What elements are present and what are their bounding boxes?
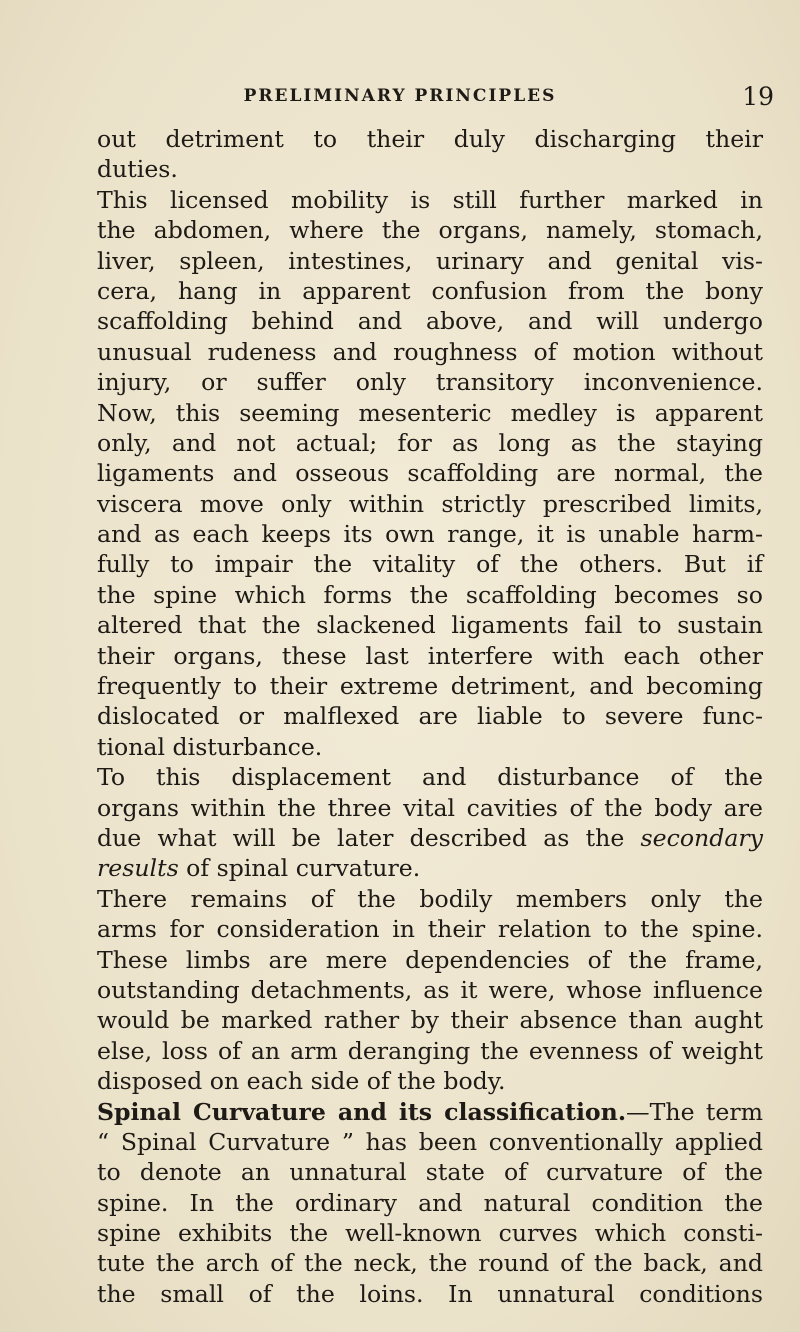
- text-line: the small of the loins. In unnatural conditions: [97, 1279, 763, 1308]
- text-line: [97, 853, 763, 883]
- text-line: tute the arch of the neck, the round of the back, and: [97, 1249, 763, 1278]
- text-line: liver, spleen, intestines, urinary and genital vis-: [97, 246, 763, 275]
- text-line: This licensed mobility is still further marked in: [97, 185, 763, 214]
- text-line: frequently to their extreme detriment, and becoming: [97, 672, 763, 701]
- text-line: “ Spinal Curvature ” has been conventionally applied: [97, 1127, 763, 1156]
- text-run: due what will be later described as the: [97, 823, 641, 852]
- text-line: unusual rudeness and roughness of motion without: [97, 337, 763, 366]
- text-line: altered that the slackened ligaments fail to sustain: [97, 611, 763, 640]
- page-number: 19: [742, 82, 774, 111]
- text-line: To this displacement and disturbance of the: [97, 763, 763, 792]
- text-line: arms for consideration in their relation to the spine.: [97, 915, 763, 944]
- text-line: injury, or suffer only transitory inconvenience.: [97, 368, 763, 397]
- text-line: tional disturbance.: [97, 732, 323, 761]
- text-run: —The term: [626, 1097, 763, 1126]
- text-line: ligaments and osseous scaffolding are normal, the: [97, 459, 763, 488]
- text-line: out detriment to their duly discharging their: [97, 125, 763, 153]
- running-head: PRELIMINARY PRINCIPLES: [243, 86, 557, 106]
- text-line: [97, 1097, 763, 1127]
- text-line: spine. In the ordinary and natural condition the: [97, 1188, 763, 1217]
- text-line: the spine which forms the scaffolding becomes so: [97, 580, 763, 609]
- section-heading: Spinal Curvature and its classification.: [97, 1097, 627, 1126]
- text-line: their organs, these last interfere with each other: [97, 641, 763, 670]
- text-line: [97, 823, 763, 853]
- text-line: There remains of the bodily members only the: [97, 884, 763, 913]
- text-line: and as each keeps its own range, it is unable harm-: [97, 520, 763, 549]
- text-line: dislocated or malflexed are liable to severe func-: [97, 702, 763, 731]
- text-line: Now, this seeming mesenteric medley is apparent: [97, 398, 763, 427]
- text-line: These limbs are mere dependencies of the frame,: [97, 945, 763, 974]
- text-line: cera, hang in apparent confusion from the bony: [97, 276, 763, 305]
- text-line: scaffolding behind and above, and will undergo: [97, 307, 763, 336]
- body-text: [97, 124, 763, 1309]
- text-line: fully to impair the vitality of the others. But if: [97, 550, 763, 579]
- text-line: organs within the three vital cavities of the body are: [97, 793, 763, 822]
- page-header: [0, 82, 800, 116]
- text-line: viscera move only within strictly prescribed limits,: [97, 489, 763, 518]
- text-line: would be marked rather by their absence than aught: [97, 1006, 763, 1035]
- text-run: of spinal curvature.: [178, 854, 421, 883]
- text-line: only, and not actual; for as long as the staying: [97, 428, 763, 457]
- italic-term: secondary: [640, 823, 763, 852]
- text-line: outstanding detachments, as it were, whose influence: [97, 975, 763, 1004]
- text-line: to denote an unnatural state of curvature of the: [97, 1158, 763, 1187]
- italic-term: results: [97, 854, 179, 883]
- text-line: duties.: [97, 155, 178, 184]
- text-line: spine exhibits the well-known curves which consti-: [97, 1219, 763, 1248]
- text-line: disposed on each side of the body.: [97, 1067, 506, 1096]
- text-line: the abdomen, where the organs, namely, stomach,: [97, 216, 763, 245]
- text-line: else, loss of an arm deranging the evenness of weight: [97, 1036, 763, 1065]
